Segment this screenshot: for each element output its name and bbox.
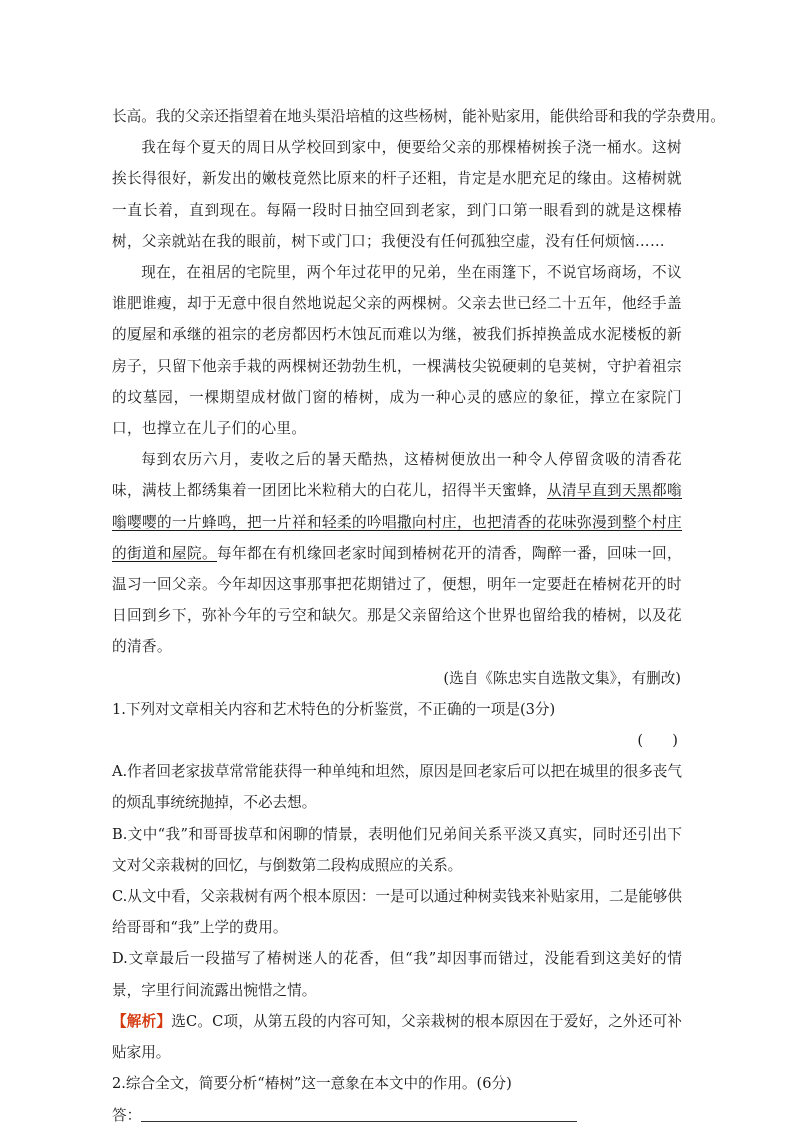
question-2: 2.综合全文，简要分析“椿树”这一意象在本文中的作用。(6分) (112, 1075, 512, 1093)
analysis-text: 选C。C项，从第五段的内容可知，父亲栽树的根本原因在于爱好，之外还可补贴家用。 (112, 1012, 682, 1062)
passage-paragraph-2: 现在，在祖居的宅院里，两个年过花甲的兄弟，坐在雨篷下，不说官场商场，不议谁肥谁瘦，却于无意中很自然地说起父亲的两棵树。父亲去世已经二十五年，他经手盖的厦屋和承继的祖宗的老房都因朽木蚀瓦而难以为继，被我们拆掉换盖成水泥楼板的新房子，只留下他亲手栽的两棵树还勃勃生机，一棵满枝尖锐硬刺的皂荚树，守护着祖宗的坟墓园，一棵期望成材做门窗的椿树，成为一种心灵的感应的象征，撑立在家院门口，也撑立在儿子们的心里。 (112, 264, 682, 438)
answer-bracket: ( ) (637, 732, 678, 750)
option-b: B.文中“我”和哥哥拔草和闲聊的情景，表明他们兄弟间关系平淡又真实，同时还引出下文对父亲栽树的回忆，与倒数第二段构成照应的关系。 (112, 825, 682, 874)
analysis (112, 1006, 682, 1068)
option-d: D.文章最后一段描写了椿树迷人的花香，但“我”却因事而错过，没能看到这美好的情景，字里行间流露出惋惜之情。 (112, 950, 682, 999)
answer-blank-line[interactable] (141, 1105, 577, 1122)
question-1: 1.下列对文章相关内容和艺术特色的分析鉴赏，不正确的一项是(3分) (112, 700, 556, 718)
source-citation: (选自《陈忠实自选散文集》，有删改) (443, 669, 681, 687)
paragraph-3-tail: 每年都在有机缘回老家时闻到椿树花开的清香，陶醉一番，回味一回，温习一回父亲。今年却因这事那事把花期错过了，便想，明年一定要赶在椿树花开的时日回到乡下，弥补今年的亏空和缺欠。那是父亲留给这个世界也留给我的椿树，以及花的清香。 (112, 544, 682, 656)
answer-label: 答： (112, 1106, 142, 1124)
answer-row (112, 1100, 682, 1131)
option-a: A.作者回老家拔草常常能获得一种单纯和坦然，原因是回老家后可以把在城里的很多丧气的烦乱事统统抛掉，不必去想。 (112, 763, 682, 812)
passage-line-0: 长高。我的父亲还指望着在地头渠沿培植的这些杨树，能补贴家用，能供给哥和我的学杂费用。 (112, 108, 725, 125)
option-c: C.从文中看，父亲栽树有两个根本原因：一是可以通过种树卖钱来补贴家用，二是能够供给哥哥和“我”上学的费用。 (112, 888, 682, 937)
analysis-tag: 【解析】 (112, 1012, 172, 1030)
paragraph-3-lead: 每到农历六月，麦收之后的暑天酷热，这椿树便放出一种令人停留贪吸的清香花味，满枝上都绣集着一团团比米粒稍大的白花儿，招得半天蜜蜂， (112, 451, 682, 500)
passage-paragraph-1: 我在每个夏天的周日从学校回到家中，便要给父亲的那棵椿树挨子浇一桶水。这树挨长得很好，新发出的嫩枝竟然比原来的杆子还粗，肯定是水肥充足的缘由。这椿树就一直长着，直到现在。每隔一段时日抽空回到老家，到门口第一眼看到的就是这棵椿树，父亲就站在我的眼前，树下或门口；我便没有任何孤独空虚，没有任何烦恼…… (112, 139, 682, 250)
passage-paragraph-3 (112, 444, 682, 662)
underlined-sentence: 从清早直到天黑都嗡嗡嘤嘤的一片蜂鸣，把一片祥和轻柔的吟唱撒向村庄，也把清香的花味弥漫到整个村庄的街道和屋院。 (112, 482, 683, 562)
